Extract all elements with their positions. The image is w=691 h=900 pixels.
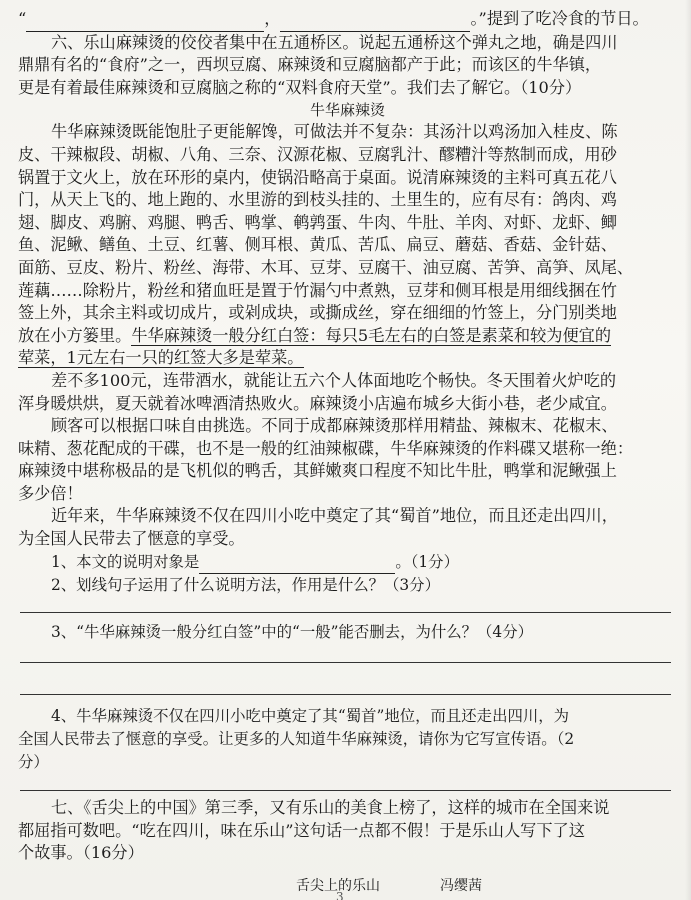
p1-line-9: 签上外，其余主料或切成片，或剁成块，或撕成丝，穿在细细的竹签上，分门别类地 [18, 303, 617, 323]
quote-close-text: 。”提到了吃冷食的节日。 [470, 9, 649, 28]
p1-line-5: 翅、脚皮、鸡腑、鸡腿、鸭舌、鸭掌、鹌鹑蛋、牛肉、牛肚、羊肉、对虾、龙虾、鲫 [18, 212, 617, 232]
question-1 [18, 551, 677, 575]
article-title: 牛华麻辣烫 [309, 101, 385, 120]
p3-line-4: 多少倍！ [18, 483, 83, 503]
question-4-line-1: 4、牛华麻辣烫不仅在四川小吃中奠定了其“蜀首”地位，而且还走出四川，为 [51, 707, 570, 726]
p1-line-11 [18, 347, 677, 370]
page-number: 3 [336, 890, 344, 900]
p4-line-2: 为全国人民带去了惬意的享受。 [18, 529, 245, 549]
p1-line-2: 皮、干辣椒段、胡椒、八角、三奈、汉源花椒、豆腐乳汁、醪糟汁等熬制而成，用砂 [18, 144, 617, 164]
comma: ， [264, 9, 281, 28]
q1-suffix: 。（1分） [395, 552, 459, 571]
section6-line-2: 鼎鼎有名的“食府”之一，西坝豆腐、麻辣烫和豆腐脑都产于此；而该区的牛华镇， [18, 55, 602, 75]
p1-line-10 [18, 325, 677, 348]
p3-line-3: 麻辣烫中堪称极品的是飞机似的鸭舌，其鲜嫩爽口程度不知比牛肚，鸭掌和泥鳅强上 [18, 461, 617, 481]
p2-line-1: 差不多100元，连带酒水，就能让五六个人体面地吃个畅快。冬天围着火炉吃的 [51, 370, 617, 390]
story-title: 舌尖上的乐山 [296, 878, 380, 894]
page-edge-shadow [685, 0, 691, 900]
p1-line-4: 门，从天上飞的、地上跑的、水里游的到枝头挂的、土里生的，应有尽有：鸽肉、鸡 [18, 190, 617, 210]
p4-line-1: 近年来，牛华麻辣烫不仅在四川小吃中奠定了其“蜀首”地位，而且还走出四川， [51, 506, 618, 526]
top-fill-line [18, 8, 677, 32]
story-heading [18, 875, 677, 897]
question-4-line-2: 全国人民带去了惬意的享受。让更多的人知道牛华麻辣烫，请你为它写宣传语。（2 [18, 730, 575, 749]
p1-line-3: 锅置于文火上，放在环形的桌内，使锅沿略高于桌面。说清麻辣烫的主料可真五花八 [18, 167, 617, 187]
p2-line-2: 浑身暖烘烘，夏天就着冰啤酒清热败火。麻辣烫小店遍布城乡大街小巷，老少咸宜。 [18, 393, 617, 413]
answer-blank-2[interactable] [280, 8, 470, 32]
p1-line-10-text: 放在小方篓里。 [18, 325, 132, 345]
page-content [18, 8, 677, 897]
quote-open: “ [18, 9, 27, 28]
story-author: 冯缨茜 [440, 878, 482, 894]
p3-line-1: 顾客可以根据口味自由挑选。不同于成都麻辣烫那样用精盐、辣椒末、花椒末、 [51, 416, 618, 436]
question-2: 2、划线句子运用了什么说明方法，作用是什么？（3分） [51, 576, 440, 595]
answer-blank-1[interactable] [26, 8, 264, 32]
section6-line-3: 更是有着最佳麻辣烫和豆腐脑之称的“双料食府天堂”。我们去了解它。（10分） [18, 77, 582, 97]
p1-line-1: 牛华麻辣烫既能饱肚子更能解馋，可做法并不复杂：其汤汁以鸡汤加入桂皮、陈 [51, 122, 618, 142]
section7-line-2: 都屈指可数吧。“吃在四川，味在乐山”这句话一点都不假！于是乐山人写下了这 [18, 820, 585, 840]
underlined-sentence-part-2: 荤菜，1元左右一只的红签大多是荤菜。 [18, 348, 304, 368]
p1-line-7: 面筋、豆皮、粉片、粉丝、海带、木耳、豆芽、豆腐干、油豆腐、苦笋、高笋、凤尾、 [18, 257, 634, 277]
section7-line-3: 个故事。（16分） [18, 843, 144, 863]
question-3: 3、“牛华麻辣烫一般分红白签”中的“一般”能否删去，为什么？（4分） [51, 622, 533, 641]
question-4-line-3: 分） [18, 752, 49, 771]
section6-line-1: 六、乐山麻辣烫的佼佼者集中在五通桥区。说起五通桥这个弹丸之地，确是四川 [51, 32, 618, 52]
q1-prefix: 1、本文的说明对象是 [51, 552, 200, 571]
underlined-sentence-part-1: 牛华麻辣烫一般分红白签：每只5毛左右的白签是素菜和较为便宜的 [131, 325, 612, 345]
p1-line-8: 莲藕……除粉片，粉丝和猪血旺是置于竹漏勺中煮熟，豆芽和侧耳根是用细线捆在竹 [18, 280, 617, 300]
q1-answer-blank[interactable] [199, 551, 395, 575]
section7-line-1: 七、《舌尖上的中国》第三季，又有乐山的美食上榜了，这样的城市在全国来说 [51, 798, 610, 818]
p3-line-2: 味精、葱花配成的干碟，也不是一般的红油辣椒碟，牛华麻辣烫的作料碟又堪称一绝： [18, 438, 634, 458]
p1-line-6: 鱼、泥鳅、鳝鱼、土豆、红薯、侧耳根、黄瓜、苦瓜、扁豆、蘑菇、香菇、金针菇、 [18, 235, 617, 255]
